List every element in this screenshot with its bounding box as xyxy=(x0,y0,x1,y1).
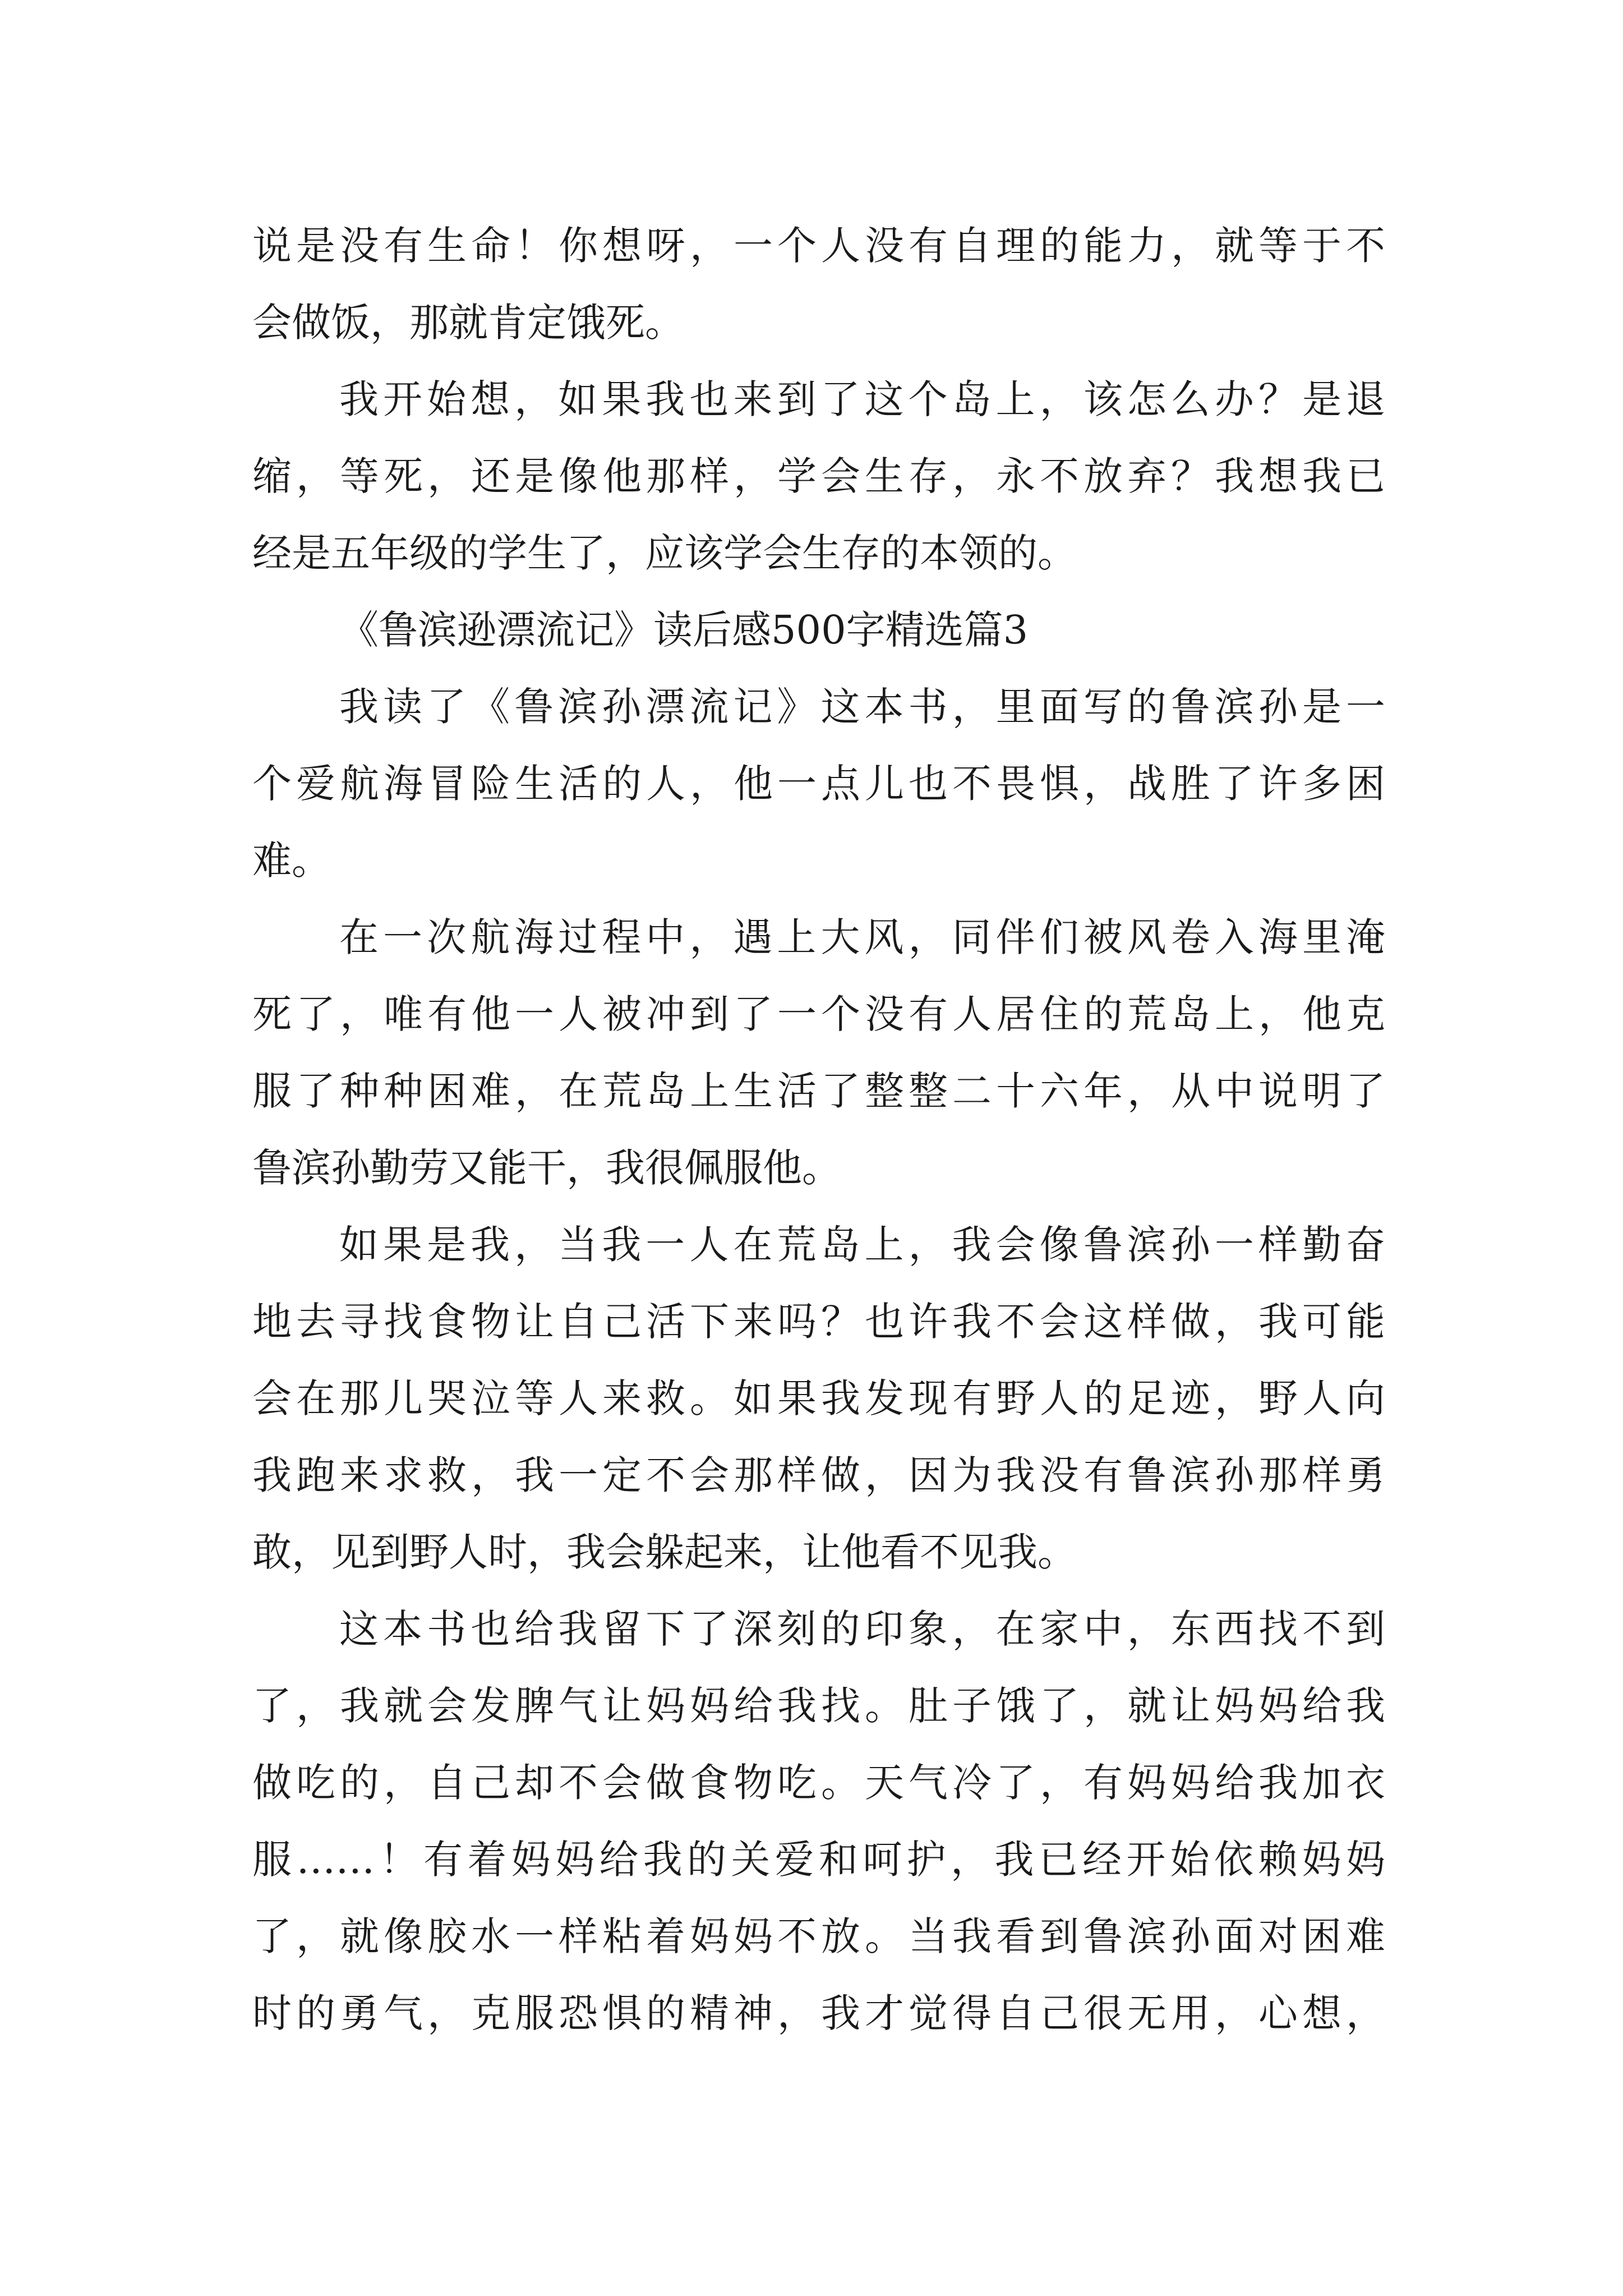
text-line: 敢，见到野人时，我会躲起来，让他看不见我。 xyxy=(252,1529,1077,1575)
text-line: 服了种种困难，在荒岛上生活了整整二十六年，从中说明了 xyxy=(252,1068,1385,1114)
text-line: 个爱航海冒险生活的人，他一点儿也不畏惧，战胜了许多困 xyxy=(252,761,1385,807)
paragraph-first-line: 这本书也给我留下了深刻的印象，在家中，东西找不到 xyxy=(339,1606,1385,1652)
text-line: 难。 xyxy=(252,838,331,884)
text-line: 经是五年级的学生了，应该学会生存的本领的。 xyxy=(252,530,1077,576)
text-line: 了，就像胶水一样粘着妈妈不放。当我看到鲁滨孙面对困难 xyxy=(252,1913,1385,1959)
text-line: 会做饭，那就肯定饿死。 xyxy=(252,300,684,346)
text-line: 了，我就会发脾气让妈妈给我找。肚子饿了，就让妈妈给我 xyxy=(252,1683,1385,1729)
text-line: 地去寻找食物让自己活下来吗？也许我不会这样做，我可能 xyxy=(252,1299,1385,1345)
paragraph-first-line: 我开始想，如果我也来到了这个岛上，该怎么办？是退 xyxy=(339,376,1385,422)
text-line: 鲁滨孙勤劳又能干，我很佩服他。 xyxy=(252,1145,841,1191)
text-line: 缩，等死，还是像他那样，学会生存，永不放弃？我想我已 xyxy=(252,453,1385,499)
document-body xyxy=(252,208,1385,2052)
section-heading: 《鲁滨逊漂流记》读后感500字精选篇3 xyxy=(339,607,1029,653)
text-line: 做吃的，自己却不会做食物吃。天气冷了，有妈妈给我加衣 xyxy=(252,1760,1385,1806)
text-line: 死了，唯有他一人被冲到了一个没有人居住的荒岛上，他克 xyxy=(252,991,1385,1037)
text-line: 时的勇气，克服恐惧的精神，我才觉得自己很无用，心想， xyxy=(252,1990,1385,2036)
text-line: 会在那儿哭泣等人来救。如果我发现有野人的足迹，野人向 xyxy=(252,1375,1385,1421)
paragraph-first-line: 在一次航海过程中，遇上大风，同伴们被风卷入海里淹 xyxy=(339,914,1385,960)
text-line: 服……！有着妈妈给我的关爱和呵护，我已经开始依赖妈妈 xyxy=(252,1837,1385,1883)
paragraph-first-line: 我读了《鲁滨孙漂流记》这本书，里面写的鲁滨孙是一 xyxy=(339,684,1385,730)
text-line: 说是没有生命！你想呀，一个人没有自理的能力，就等于不 xyxy=(252,223,1385,269)
text-line: 我跑来求救，我一定不会那样做，因为我没有鲁滨孙那样勇 xyxy=(252,1452,1385,1498)
paragraph-first-line: 如果是我，当我一人在荒岛上，我会像鲁滨孙一样勤奋 xyxy=(339,1222,1385,1268)
